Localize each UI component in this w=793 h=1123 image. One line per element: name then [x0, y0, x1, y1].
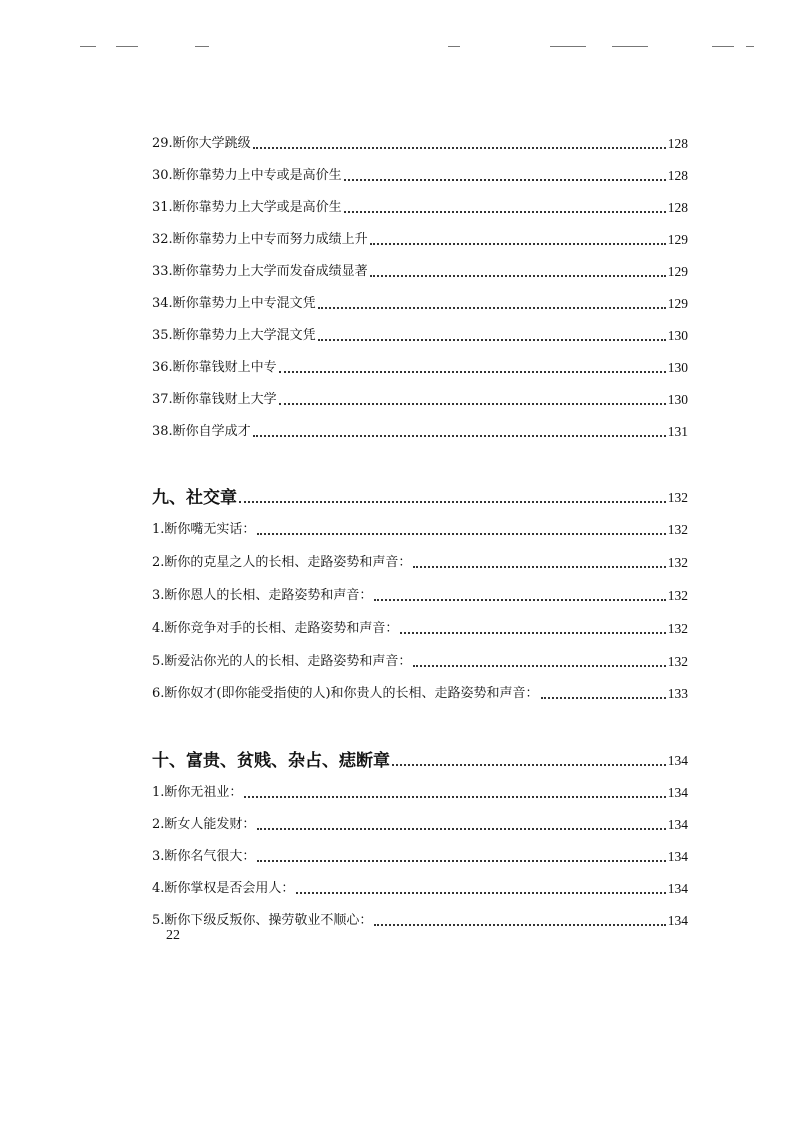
- scan-artifact: [448, 46, 460, 47]
- toc-chapter-heading[interactable]: [152, 480, 688, 506]
- toc-entry-title: 31.断你靠势力上大学或是高价生: [152, 200, 342, 215]
- toc-entry-page: 128: [667, 200, 688, 215]
- toc-entry-page: 132: [667, 621, 688, 636]
- toc-entry-page: 132: [667, 588, 688, 603]
- leader-dots: [318, 338, 666, 341]
- leader-dots: [279, 370, 666, 373]
- leader-dots: [318, 306, 666, 309]
- toc-entry-page: 131: [667, 424, 688, 439]
- toc-entry-title: 36.断你靠钱财上中专: [152, 360, 277, 375]
- toc-entry-title: 1.断你嘴无实话：: [152, 522, 256, 537]
- toc-entry-page: 128: [667, 168, 688, 183]
- toc-entry[interactable]: [152, 843, 688, 865]
- scan-artifact: [746, 46, 754, 47]
- toc-entry[interactable]: [152, 130, 688, 152]
- toc-entry-title: 3.断你名气很大：: [152, 849, 256, 864]
- scan-artifact: [612, 46, 648, 47]
- leader-dots: [244, 795, 665, 798]
- toc-entry-page: 130: [667, 360, 688, 375]
- toc-entry[interactable]: [152, 354, 688, 376]
- toc-entry[interactable]: [152, 907, 688, 929]
- leader-dots: [253, 146, 666, 149]
- toc-entry-page: 128: [667, 136, 688, 151]
- toc-entry-title: 2.断你的克星之人的长相、走路姿势和声音：: [152, 555, 412, 570]
- toc-entry[interactable]: [152, 680, 688, 702]
- scan-artifact: [116, 46, 138, 47]
- leader-dots: [253, 434, 666, 437]
- toc-entry-page: 134: [667, 881, 688, 896]
- toc-entry-page: 134: [667, 849, 688, 864]
- leader-dots: [257, 859, 665, 862]
- leader-dots: [370, 242, 666, 245]
- toc-entry[interactable]: [152, 258, 688, 280]
- leader-dots: [374, 598, 665, 601]
- toc-entry[interactable]: [152, 811, 688, 833]
- toc-entry-page: 134: [667, 785, 688, 800]
- leader-dots: [400, 631, 665, 634]
- leader-dots: [370, 274, 666, 277]
- toc-entry-title: 5.断爱沾你光的人的长相、走路姿势和声音：: [152, 654, 412, 669]
- toc-entry-title: 1.断你无祖业：: [152, 785, 243, 800]
- toc-entry-title: 2.断女人能发财：: [152, 817, 256, 832]
- toc-entry-page: 134: [667, 753, 688, 768]
- toc-entry-page: 129: [667, 296, 688, 311]
- toc-entry-title: 3.断你恩人的长相、走路姿势和声音：: [152, 588, 373, 603]
- toc-entry[interactable]: [152, 194, 688, 216]
- scan-artifact: [80, 46, 96, 47]
- toc-entry-title: 4.断你掌权是否会用人：: [152, 881, 295, 896]
- leader-dots: [344, 178, 666, 181]
- toc-entry[interactable]: [152, 516, 688, 538]
- toc-entry-page: 134: [667, 913, 688, 928]
- toc-entry[interactable]: [152, 549, 688, 571]
- toc-entry-page: 132: [667, 654, 688, 669]
- leader-dots: [257, 532, 665, 535]
- leader-dots: [296, 891, 665, 894]
- toc-entry[interactable]: [152, 322, 688, 344]
- toc-entry-page: 129: [667, 232, 688, 247]
- leader-dots: [541, 696, 666, 699]
- toc-entry-page: 129: [667, 264, 688, 279]
- toc-entry[interactable]: [152, 418, 688, 440]
- leader-dots: [279, 402, 666, 405]
- toc-entry[interactable]: [152, 290, 688, 312]
- toc-entry-title: 34.断你靠势力上中专混文凭: [152, 296, 316, 311]
- toc-entry-page: 132: [667, 490, 688, 505]
- toc-entry[interactable]: [152, 226, 688, 248]
- leader-dots: [413, 565, 665, 568]
- toc-entry[interactable]: [152, 582, 688, 604]
- page-number: 22: [166, 928, 180, 943]
- toc-entry-title: 38.断你自学成才: [152, 424, 251, 439]
- toc-entry[interactable]: [152, 386, 688, 408]
- toc-entry[interactable]: [152, 779, 688, 801]
- leader-dots: [374, 923, 665, 926]
- scan-artifact: [712, 46, 734, 47]
- toc-entry-title: 29.断你大学跳级: [152, 136, 251, 151]
- toc-entry-title: 5.断你下级反叛你、操劳敬业不顺心：: [152, 913, 373, 928]
- toc-entry-title: 37.断你靠钱财上大学: [152, 392, 277, 407]
- toc-entry-page: 130: [667, 328, 688, 343]
- toc-entry[interactable]: [152, 875, 688, 897]
- leader-dots: [257, 827, 665, 830]
- toc-entry-page: 132: [667, 522, 688, 537]
- toc-entry-page: 133: [667, 686, 688, 701]
- leader-dots: [392, 763, 666, 766]
- toc-entry-page: 134: [667, 817, 688, 832]
- toc-entry[interactable]: [152, 615, 688, 637]
- toc-entry-page: 130: [667, 392, 688, 407]
- toc-entry-title: 十、富贵、贫贱、杂占、痣断章: [152, 751, 390, 771]
- toc-entry-title: 4.断你竞争对手的长相、走路姿势和声音：: [152, 621, 399, 636]
- toc-entry-title: 6.断你奴才(即你能受指使的人)和你贵人的长相、走路姿势和声音：: [152, 686, 539, 701]
- toc-entry-title: 九、社交章: [152, 488, 237, 508]
- toc-entry-title: 32.断你靠势力上中专而努力成绩上升: [152, 232, 368, 247]
- scan-artifact: [550, 46, 586, 47]
- toc-entry[interactable]: [152, 648, 688, 670]
- toc-entry[interactable]: [152, 162, 688, 184]
- scan-artifact: [195, 46, 209, 47]
- leader-dots: [239, 500, 666, 503]
- toc-entry-title: 33.断你靠势力上大学而发奋成绩显著: [152, 264, 368, 279]
- leader-dots: [344, 210, 666, 213]
- leader-dots: [413, 664, 665, 667]
- toc-chapter-heading[interactable]: [152, 743, 688, 769]
- toc-entry-title: 35.断你靠势力上大学混文凭: [152, 328, 316, 343]
- toc-entry-title: 30.断你靠势力上中专或是高价生: [152, 168, 342, 183]
- toc-entry-page: 132: [667, 555, 688, 570]
